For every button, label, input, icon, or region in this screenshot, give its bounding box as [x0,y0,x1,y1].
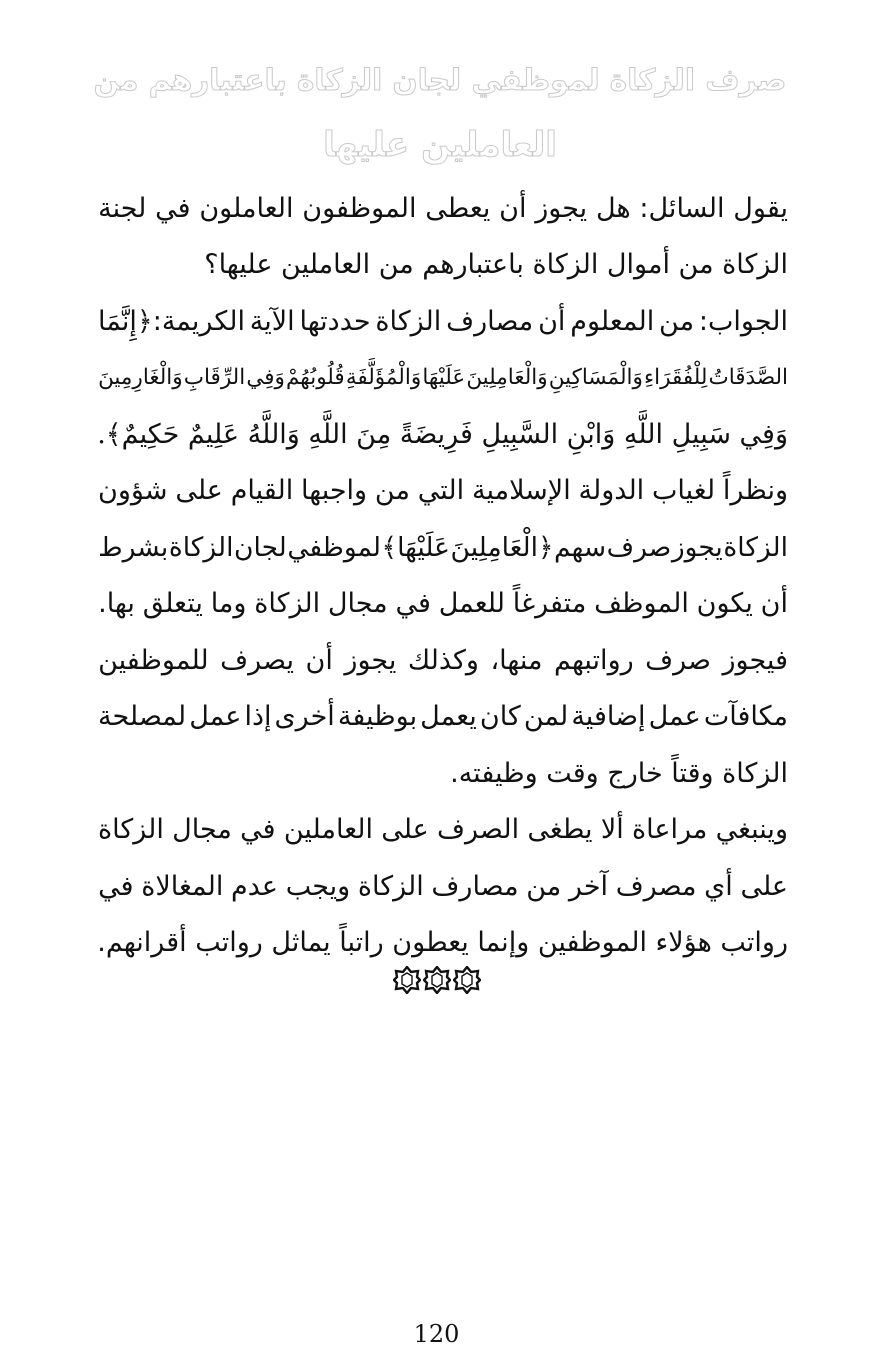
page-number: 120 [413,1320,460,1348]
page-title-line-1: صرف الزكاة لموظفي لجان الزكاة باعتبارهم من [93,63,787,97]
text-line: يقول السائل: هل يجوز أن يعطى الموظفون العاملون في لجنة [98,192,788,224]
body-text [98,180,788,971]
text-line: الزكاة يجوز صرف سهم ﴿الْعَامِلِينَ عَلَيْهَا﴾ لموظفي لجان الزكاة بشرط [98,531,788,563]
text-line: وينبغي مراعاة ألا يطغى الصرف على العاملين في مجال الزكاة [98,814,788,846]
page-title-line-2: العاملين عليها [323,125,557,165]
star-ornament [0,966,873,994]
quran-verse-line: الصَّدَقَاتُ لِلْفُقَرَاءِ وَالْمَسَاكِينِ وَالْعَامِلِينَ عَلَيْهَا وَالْمُؤَلَّفَةِ قُلُوبُهُمْ وَفِي الرِّقَابِ وَالْغَارِمِينَ [98,365,788,391]
quran-verse-line: وَفِي سَبِيلِ اللَّهِ وَابْنِ السَّبِيلِ فَرِيضَةً مِنَ اللَّهِ وَاللَّهُ عَلِيمٌ حَكِيمٌ﴾. [97,418,788,450]
text-line: مكافآت عمل إضافية لمن كان يعمل بوظيفة أخرى إذا عمل لمصلحة [98,701,788,733]
text-line: الزكاة من أموال الزكاة باعتبارهم من العاملين عليها؟ [204,249,788,281]
text-line: الزكاة وقتاً خارج وقت وظيفته. [450,757,788,789]
text-line: على أي مصرف آخر من مصارف الزكاة ويجب عدم المغالاة في [98,870,788,902]
text-line: فيجوز صرف رواتبهم منها، وكذلك يجوز أن يصرف للموظفين [98,644,788,676]
text-line: رواتب هؤلاء الموظفين وإنما يعطون راتباً يماثل رواتب أقرانهم. [97,927,788,959]
star-ornament-icon [393,966,421,994]
text-line: ونظراً لغياب الدولة الإسلامية التي من واجبها القيام على شؤون [98,475,788,507]
text-line: أن يكون الموظف متفرغاً للعمل في مجال الزكاة وما يتعلق بها. [98,588,788,620]
text-line: الجواب: من المعلوم أن مصارف الزكاة حددتها الآية الكريمة:﴿إِنَّمَا [98,305,788,337]
star-ornament-icon [423,966,451,994]
star-ornament-icon [453,966,481,994]
